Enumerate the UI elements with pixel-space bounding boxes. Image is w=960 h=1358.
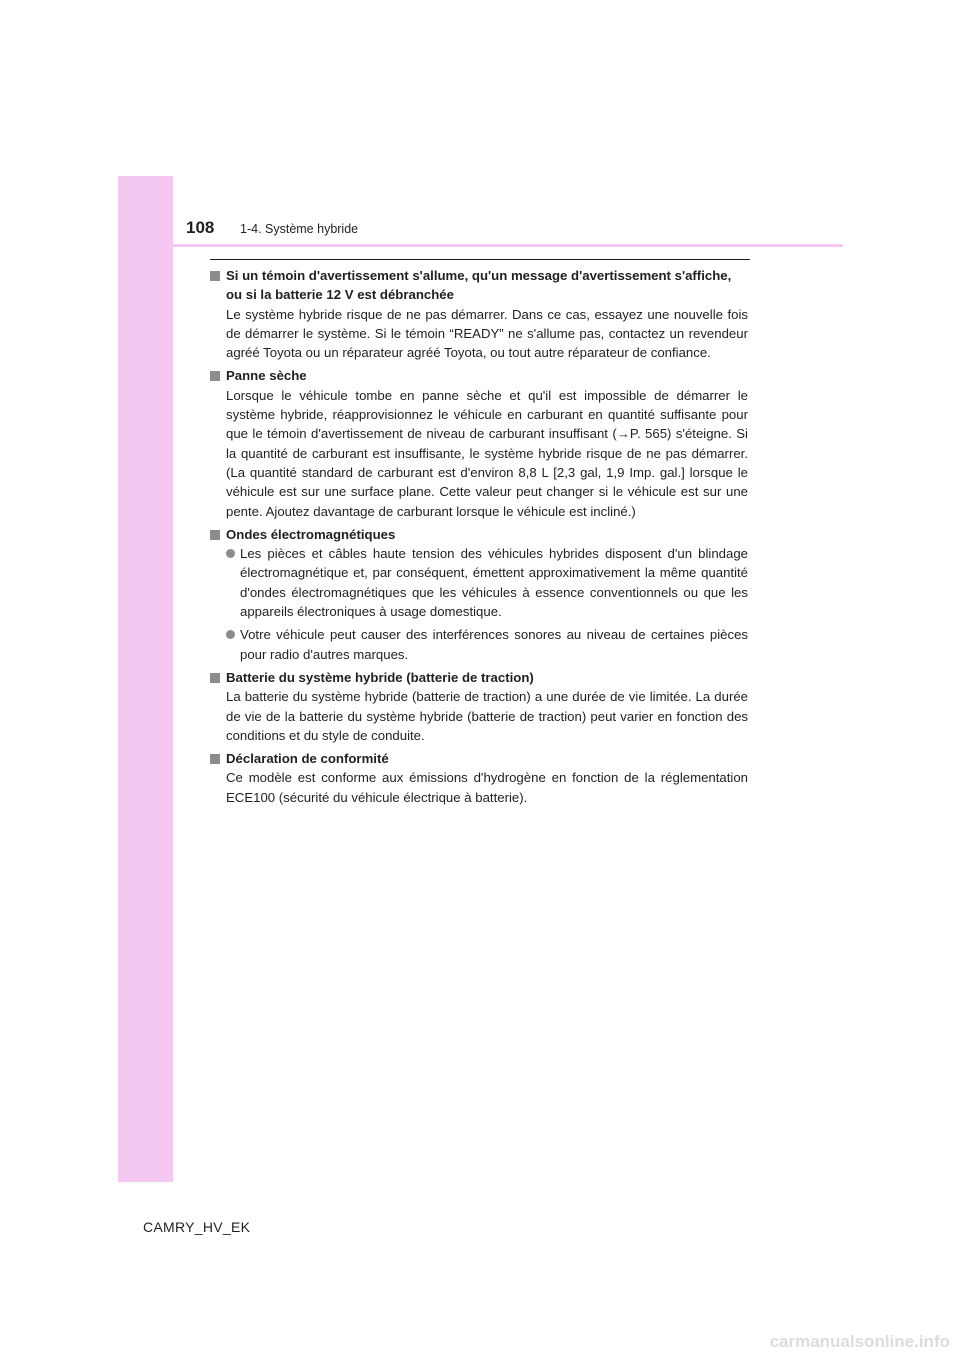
- square-bullet-icon: [210, 271, 220, 281]
- circle-bullet-icon: [226, 630, 235, 639]
- section-heading: Si un témoin d'avertissement s'allume, qu'un message d'avertissement s'affiche, ou si la batterie 12 V est débranchée: [210, 266, 748, 305]
- list-item: Votre véhicule peut causer des interférences sonores au niveau de certaines pièces pour radio d'autres marques.: [210, 625, 748, 664]
- section-heading: Batterie du système hybride (batterie de traction): [210, 668, 748, 687]
- section-fuel-empty: [210, 366, 748, 520]
- watermark: carmanualsonline.info: [769, 1332, 950, 1351]
- paragraph: Le système hybride risque de ne pas démarrer. Dans ce cas, essayez une nouvelle fois de démarrer le système. Si le témoin “READY” ne s'allume pas, contactez un revendeur agréé Toyota ou un réparateur agréé Toyota, ou tout autre réparateur de confiance.: [226, 306, 748, 361]
- chapter-sidebar-band: [118, 176, 173, 1182]
- paragraph: Lorsque le véhicule tombe en panne sèche et qu'il est impossible de démarrer le système hybride, réapprovisionnez le véhicule en carburant en quantité suffisante pour que le témoin d'avertissement de niveau de carburant insuffisant (→P. 565) s'éteigne. Si la quantité de carburant est insuffisante, le système hybride risque de ne pas démarrer. (La quantité standard de carburant est d'environ 8,8 L [2,3 gal, 1,9 Imp. gal.] lorsque le véhicule est sur une surface plane. Cette valeur peut changer si le véhicule est sur une pente. Ajoutez davantage de carburant lorsque le véhicule est incliné.): [226, 387, 748, 519]
- document-code: CAMRY_HV_EK: [143, 1219, 251, 1235]
- section-title: 1-4. Système hybride: [240, 222, 359, 236]
- circle-bullet-icon: [226, 549, 235, 558]
- page-number: 108: [186, 218, 215, 237]
- paragraph: La batterie du système hybride (batterie de traction) a une durée de vie limitée. La durée de vie de la batterie du système hybride (batterie de traction) peut varier en fonction des conditions et du style de conduite.: [226, 689, 748, 743]
- header-accent-line: [118, 244, 843, 247]
- paragraph: Ce modèle est conforme aux émissions d'hydrogène en fonction de la réglementation ECE100 (sécurité du véhicule électrique à batterie).: [226, 770, 748, 805]
- content-body: [210, 266, 748, 811]
- section-electromagnetic-waves: [210, 525, 748, 664]
- list-item: Les pièces et câbles haute tension des véhicules hybrides disposent d'un blindage électromagnétique et, par conséquent, émettent approximativement la même quantité d'ondes électromagnétiques que les véhicules à essence conventionnels ou que les appareils électroniques à usage domestique.: [210, 544, 748, 621]
- square-bullet-icon: [210, 530, 220, 540]
- square-bullet-icon: [210, 754, 220, 764]
- section-conformity: [210, 749, 748, 807]
- section-warning-light: [210, 266, 748, 362]
- square-bullet-icon: [210, 371, 220, 381]
- section-heading: Déclaration de conformité: [210, 749, 748, 768]
- content-divider: [210, 259, 750, 260]
- section-heading: Ondes électromagnétiques: [210, 525, 748, 544]
- square-bullet-icon: [210, 673, 220, 683]
- section-hybrid-battery: [210, 668, 748, 745]
- section-heading: Panne sèche: [210, 366, 748, 385]
